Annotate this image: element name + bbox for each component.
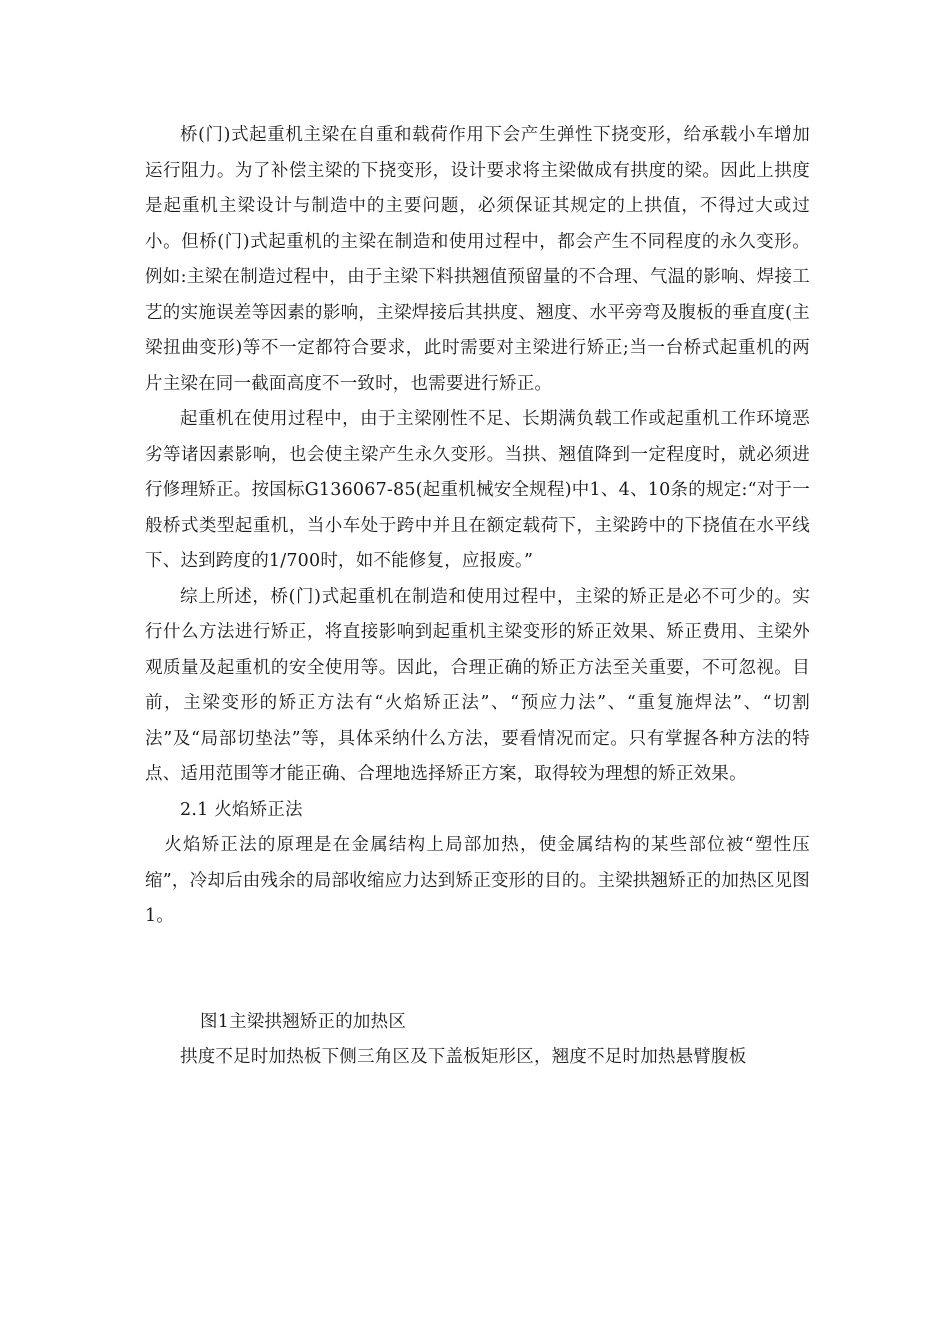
paragraph-3: 综上所述，桥(门)式起重机在制造和使用过程中，主梁的矫正是必不可少的。实行什么方法进行矫正，将直接影响到起重机主梁变形的矫正效果、矫正费用、主梁外观质量及起重机的安全使用等。因此，合理正确的矫正方法至关重要，不可忽视。目前，主梁变形的矫正方法有“火焰矫正法”、“预应力法”、“重复施焊法”、“切割法”及“局部切垫法”等，具体采纳什么方法，要看情况而定。只有掌握各种方法的特点、适用范围等才能正确、合理地选择矫正方案，取得较为理想的矫正效果。 <box>145 586 810 784</box>
paragraph-1: 桥(门)式起重机主梁在自重和载荷作用下会产生弹性下挠变形，给承载小车增加运行阻力。为了补偿主梁的下挠变形，设计要求将主梁做成有拱度的梁。因此上拱度是起重机主梁设计与制造中的主要问题，必须保证其规定的上拱值，不得过大或过小。但桥(门)式起重机的主梁在制造和使用过程中，都会产生不同程度的永久变形。例如:主梁在制造过程中，由于主梁下料拱翘值预留量的不合理、气温的影响、焊接工艺的实施误差等因素的影响，主梁焊接后其拱度、翘度、水平旁弯及腹板的垂直度(主梁扭曲变形)等不一定都符合要求，此时需要对主梁进行矫正;当一台桥式起重机的两片主梁在同一截面高度不一致时，也需要进行矫正。 <box>145 125 810 394</box>
document-body <box>145 118 810 1076</box>
paragraph-2: 起重机在使用过程中，由于主梁刚性不足、长期满负载工作或起重机工作环境恶劣等诸因素影响，也会使主梁产生永久变形。当拱、翘值降到一定程度时，就必须进行修理矫正。按国标G136067-85(起重机械安全规程)中1、4、10条的规定:“对于一般桥式类型起重机，当小车处于跨中并且在额定载荷下，主梁跨中的下挠值在水平线下、达到跨度的1/700时，如不能修复，应报废。” <box>145 409 810 571</box>
section-paragraph: 火焰矫正法的原理是在金属结构上局部加热，使金属结构的某些部位被“塑性压缩”，冷却后由残余的局部收缩应力达到矫正变形的目的。主梁拱翘矫正的加热区见图1。 <box>145 835 810 926</box>
section-heading: 2.1 火焰矫正法 <box>180 799 303 820</box>
figure-caption: 图1主梁拱翘矫正的加热区 <box>200 1011 407 1032</box>
last-paragraph: 拱度不足时加热板下侧三角区及下盖板矩形区，翘度不足时加热悬臂腹板 <box>180 1047 747 1067</box>
figure-placeholder <box>145 935 810 1005</box>
